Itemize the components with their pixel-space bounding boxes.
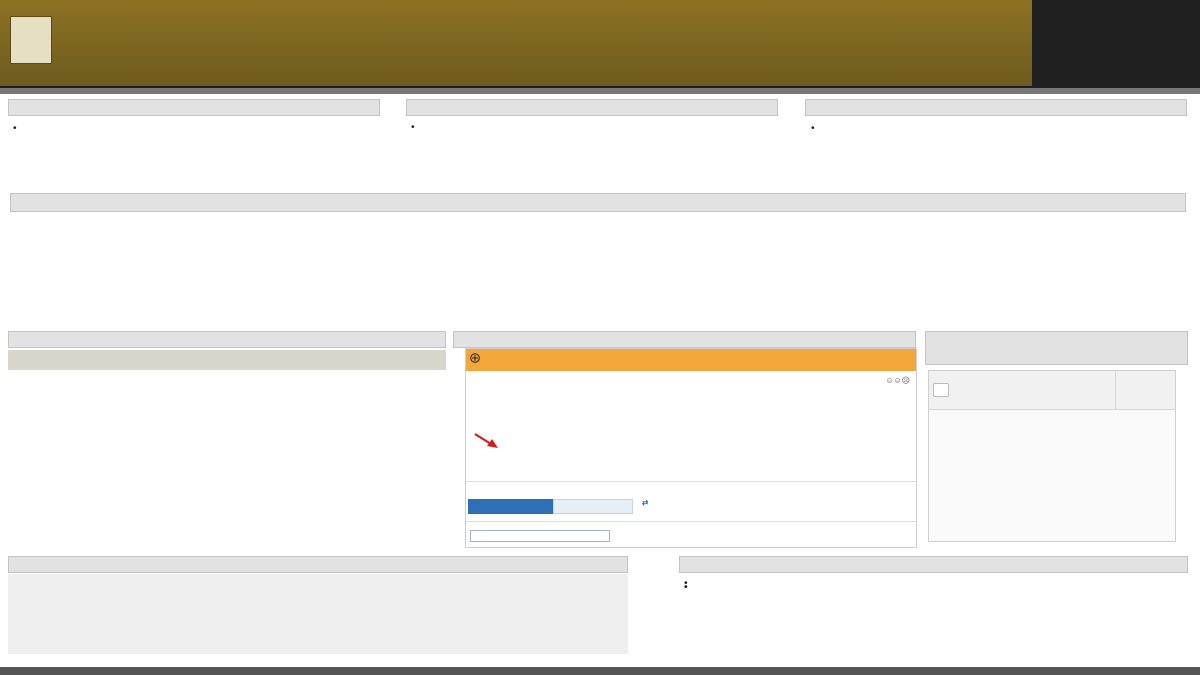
- table1-heading: [8, 331, 446, 348]
- table-header-row: [8, 350, 446, 370]
- conclusions-heading: [679, 556, 1188, 573]
- figure1-heading: [453, 331, 916, 348]
- medication-icon: ⇄: [642, 498, 649, 507]
- footer-bar: [0, 667, 1200, 675]
- column-team: [8, 350, 196, 370]
- team-responsibilities-table: [8, 350, 446, 370]
- instrument-column-header: [929, 371, 1115, 409]
- conclusions-bullets: [683, 578, 1188, 584]
- acknowledge-panel: [466, 521, 916, 546]
- benefits-heading: [8, 556, 628, 573]
- column-responsibilities: [196, 350, 446, 370]
- remove-orders-panel: [466, 481, 916, 521]
- acknowledge-reason-select[interactable]: [470, 530, 610, 542]
- objective-heading: [406, 99, 778, 116]
- objective-bullets: [410, 122, 780, 128]
- collapse-toggle-icon[interactable]: [933, 383, 949, 397]
- redcap-instrument-table: [929, 371, 1175, 410]
- ehr-instructions: [466, 371, 916, 481]
- feedback-faces-icon[interactable]: ☺☺☹: [885, 376, 910, 385]
- pointer-arrow-icon: [474, 433, 500, 449]
- status-column-header: [1115, 371, 1175, 409]
- figure2-heading: [925, 331, 1188, 365]
- methods-heading: [805, 99, 1187, 116]
- benefits-list: [8, 574, 628, 654]
- header-title-panel: [0, 0, 1032, 86]
- redcap-database-screenshot: [928, 370, 1176, 542]
- background-bullets: [12, 123, 382, 129]
- header-divider: [0, 88, 1200, 94]
- institution-wordmark: [1034, 22, 1190, 29]
- process-heading: [10, 193, 1186, 212]
- order-detail: [642, 498, 912, 507]
- info-icon: [470, 353, 480, 363]
- keep-button[interactable]: [553, 499, 633, 514]
- background-heading: [8, 99, 380, 116]
- vanderbilt-logo: [10, 16, 52, 64]
- ehr-screenshot: [465, 348, 917, 548]
- restriction-banner: [466, 349, 916, 371]
- feedback-link[interactable]: [885, 376, 910, 388]
- order-name: [642, 498, 912, 507]
- remove-button[interactable]: [468, 499, 553, 514]
- redcap-header-row: [929, 371, 1175, 409]
- methods-bullets: [810, 123, 1188, 129]
